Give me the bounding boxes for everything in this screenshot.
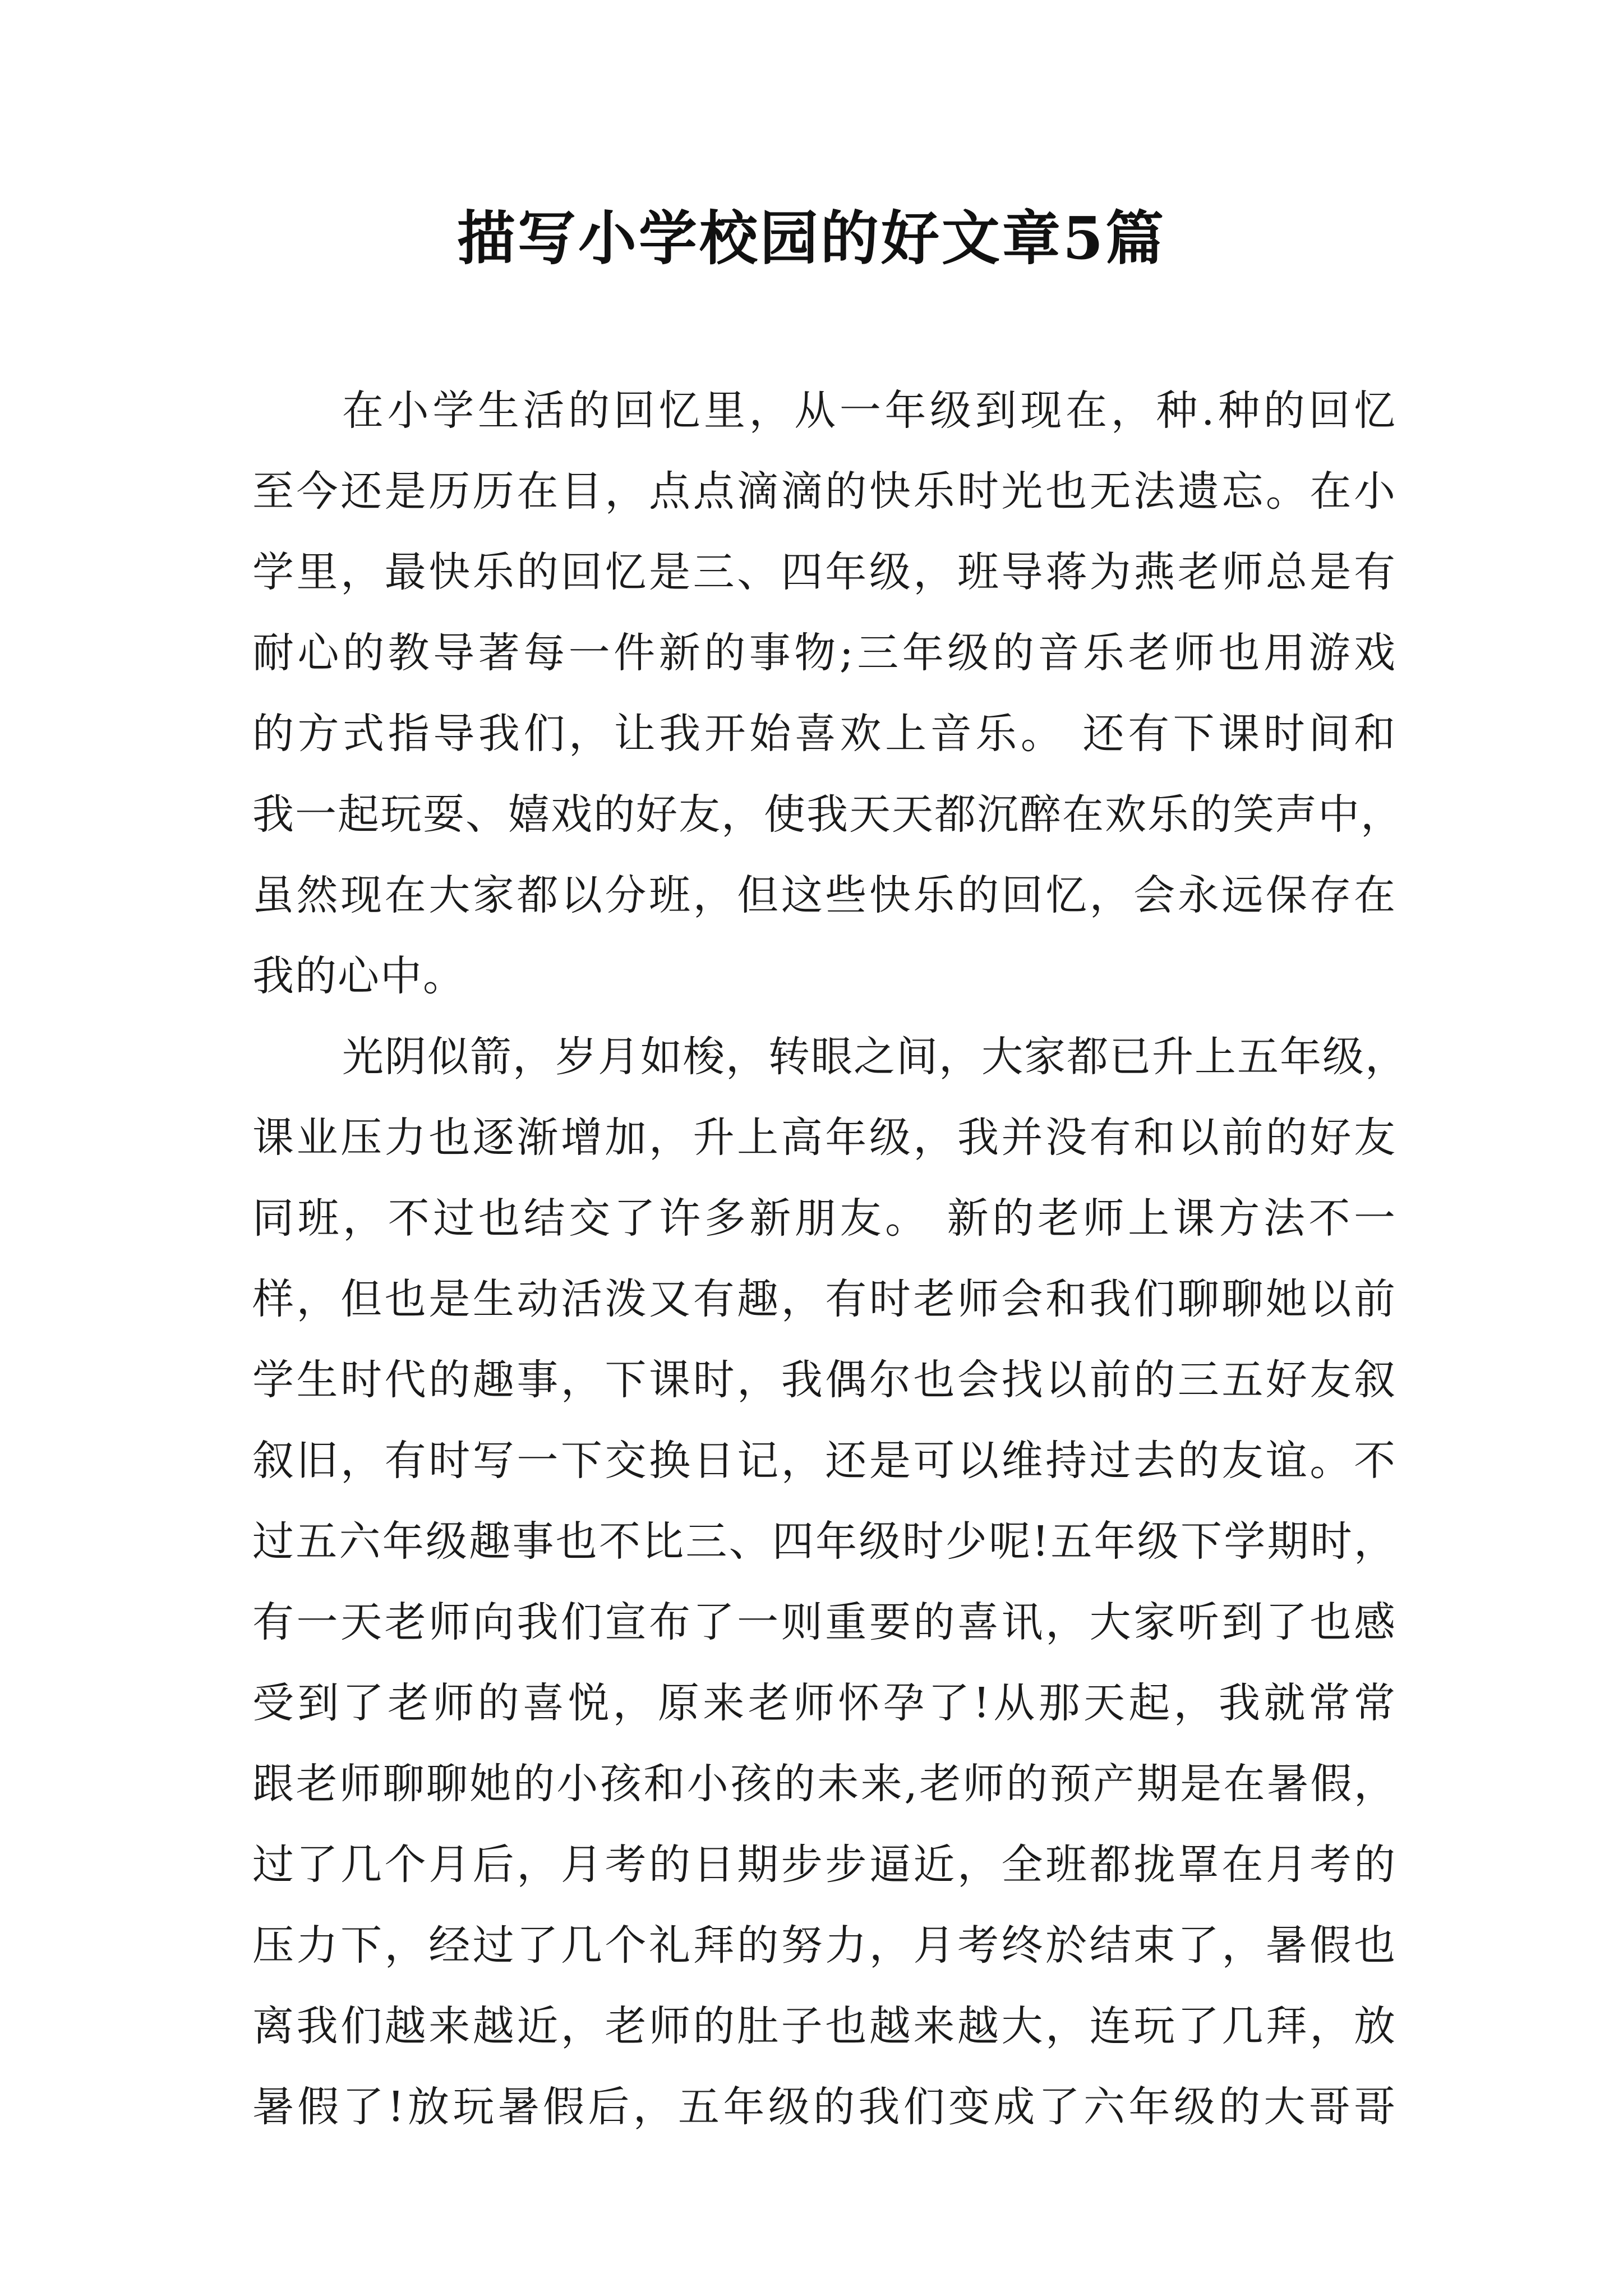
text-line: 我一起玩耍、嬉戏的好友，使我天天都沉醉在欢乐的笑声中，: [252, 790, 1403, 839]
text-line: 样，但也是生动活泼又有趣，有时老师会和我们聊聊她以前: [252, 1275, 1396, 1323]
paragraph: [252, 370, 1403, 1016]
text-line: 跟老师聊聊她的小孩和小孩的未来,老师的预产期是在暑假，: [252, 1760, 1396, 1808]
text-line: 过五六年级趣事也不比三、四年级时少呢!五年级下学期时，: [252, 1517, 1396, 1566]
text-line: 叙旧，有时写一下交换日记，还是可以维持过去的友谊。不: [252, 1437, 1396, 1485]
text-line: 同班，不过也结交了许多新朋友。 新的老师上课方法不一: [252, 1194, 1396, 1243]
text-line: 暑假了!放玩暑假后，五年级的我们变成了六年级的大哥哥: [252, 2083, 1396, 2131]
text-line: 学生时代的趣事，下课时，我偶尔也会找以前的三五好友叙: [252, 1356, 1396, 1404]
text-line: 我的心中。: [252, 952, 465, 1000]
text-line: 在小学生活的回忆里，从一年级到现在，种.种的回忆: [342, 386, 1396, 435]
document-title: 描写小学校园的好文章5篇: [457, 204, 1166, 273]
document-body: [252, 370, 1408, 2147]
text-line: 压力下，经过了几个礼拜的努力，月考终於结束了，暑假也: [252, 1921, 1396, 1970]
text-line: 光阴似箭，岁月如梭，转眼之间，大家都已升上五年级，: [342, 1033, 1408, 1081]
text-line: 有一天老师向我们宣布了一则重要的喜讯，大家听到了也感: [252, 1598, 1396, 1646]
text-line: 过了几个月后，月考的日期步步逼近，全班都拢罩在月考的: [252, 1841, 1396, 1889]
text-line: 受到了老师的喜悦，原来老师怀孕了!从那天起，我就常常: [252, 1679, 1396, 1727]
text-line: 虽然现在大家都以分班，但这些快乐的回忆，会永远保存在: [252, 871, 1396, 919]
paragraph: [252, 1016, 1408, 2147]
text-line: 学里，最快乐的回忆是三、四年级，班导蒋为燕老师总是有: [252, 548, 1396, 596]
text-line: 的方式指导我们，让我开始喜欢上音乐。 还有下课时间和: [252, 710, 1396, 758]
text-line: 离我们越来越近，老师的肚子也越来越大，连玩了几拜，放: [252, 2002, 1396, 2050]
text-line: 至今还是历历在目，点点滴滴的快乐时光也无法遗忘。在小: [252, 467, 1396, 516]
text-line: 耐心的教导著每一件新的事物;三年级的音乐老师也用游戏: [252, 629, 1396, 677]
text-line: 课业压力也逐渐增加，升上高年级，我并没有和以前的好友: [252, 1114, 1396, 1162]
